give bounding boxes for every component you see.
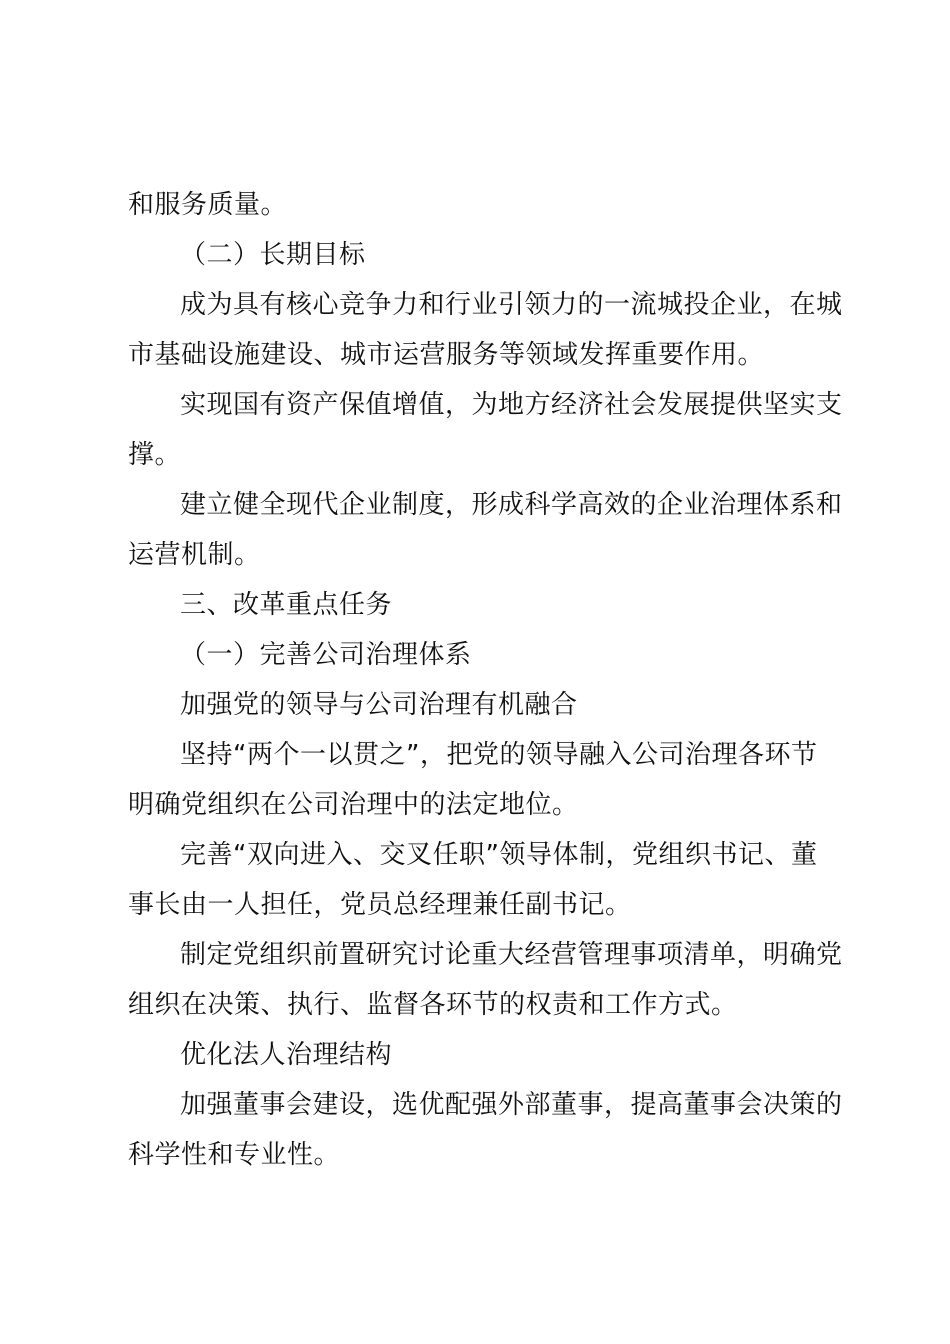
text-line: 加强董事会建设，选优配强外部董事，提高董事会决策的 [180,1090,843,1120]
text-line: 科学性和专业性。 [128,1140,341,1170]
text-line: 撑。 [128,440,182,470]
text-line: 事长由一人担任，党员总经理兼任副书记。 [128,890,632,920]
subsection-heading: （二）长期目标 [180,240,366,270]
text-line: 坚持“两个一以贯之”，把党的领导融入公司治理各环节 [180,740,818,770]
text-line: 市基础设施建设、城市运营服务等领域发挥重要作用。 [128,340,765,370]
subsection-heading: （一）完善公司治理体系 [180,640,472,670]
text-line: 成为具有核心竞争力和行业引领力的一流城投企业，在城 [180,290,843,320]
item-heading: 优化法人治理结构 [180,1040,393,1070]
text-line: 实现国有资产保值增值，为地方经济社会发展提供坚实支 [180,390,843,420]
text-line: 运营机制。 [128,540,261,570]
text-line: 明确党组织在公司治理中的法定地位。 [128,790,579,820]
text-line: 组织在决策、执行、监督各环节的权责和工作方式。 [128,990,738,1020]
section-heading: 三、改革重点任务 [180,590,393,620]
item-heading: 加强党的领导与公司治理有机融合 [180,690,578,720]
text-line: 完善“双向进入、交叉任职”领导体制，党组织书记、董 [180,840,818,870]
text-line: 制定党组织前置研究讨论重大经营管理事项清单，明确党 [180,940,843,970]
text-line: 建立健全现代企业制度，形成科学高效的企业治理体系和 [180,490,843,520]
text-line: 和服务质量。 [128,190,288,220]
